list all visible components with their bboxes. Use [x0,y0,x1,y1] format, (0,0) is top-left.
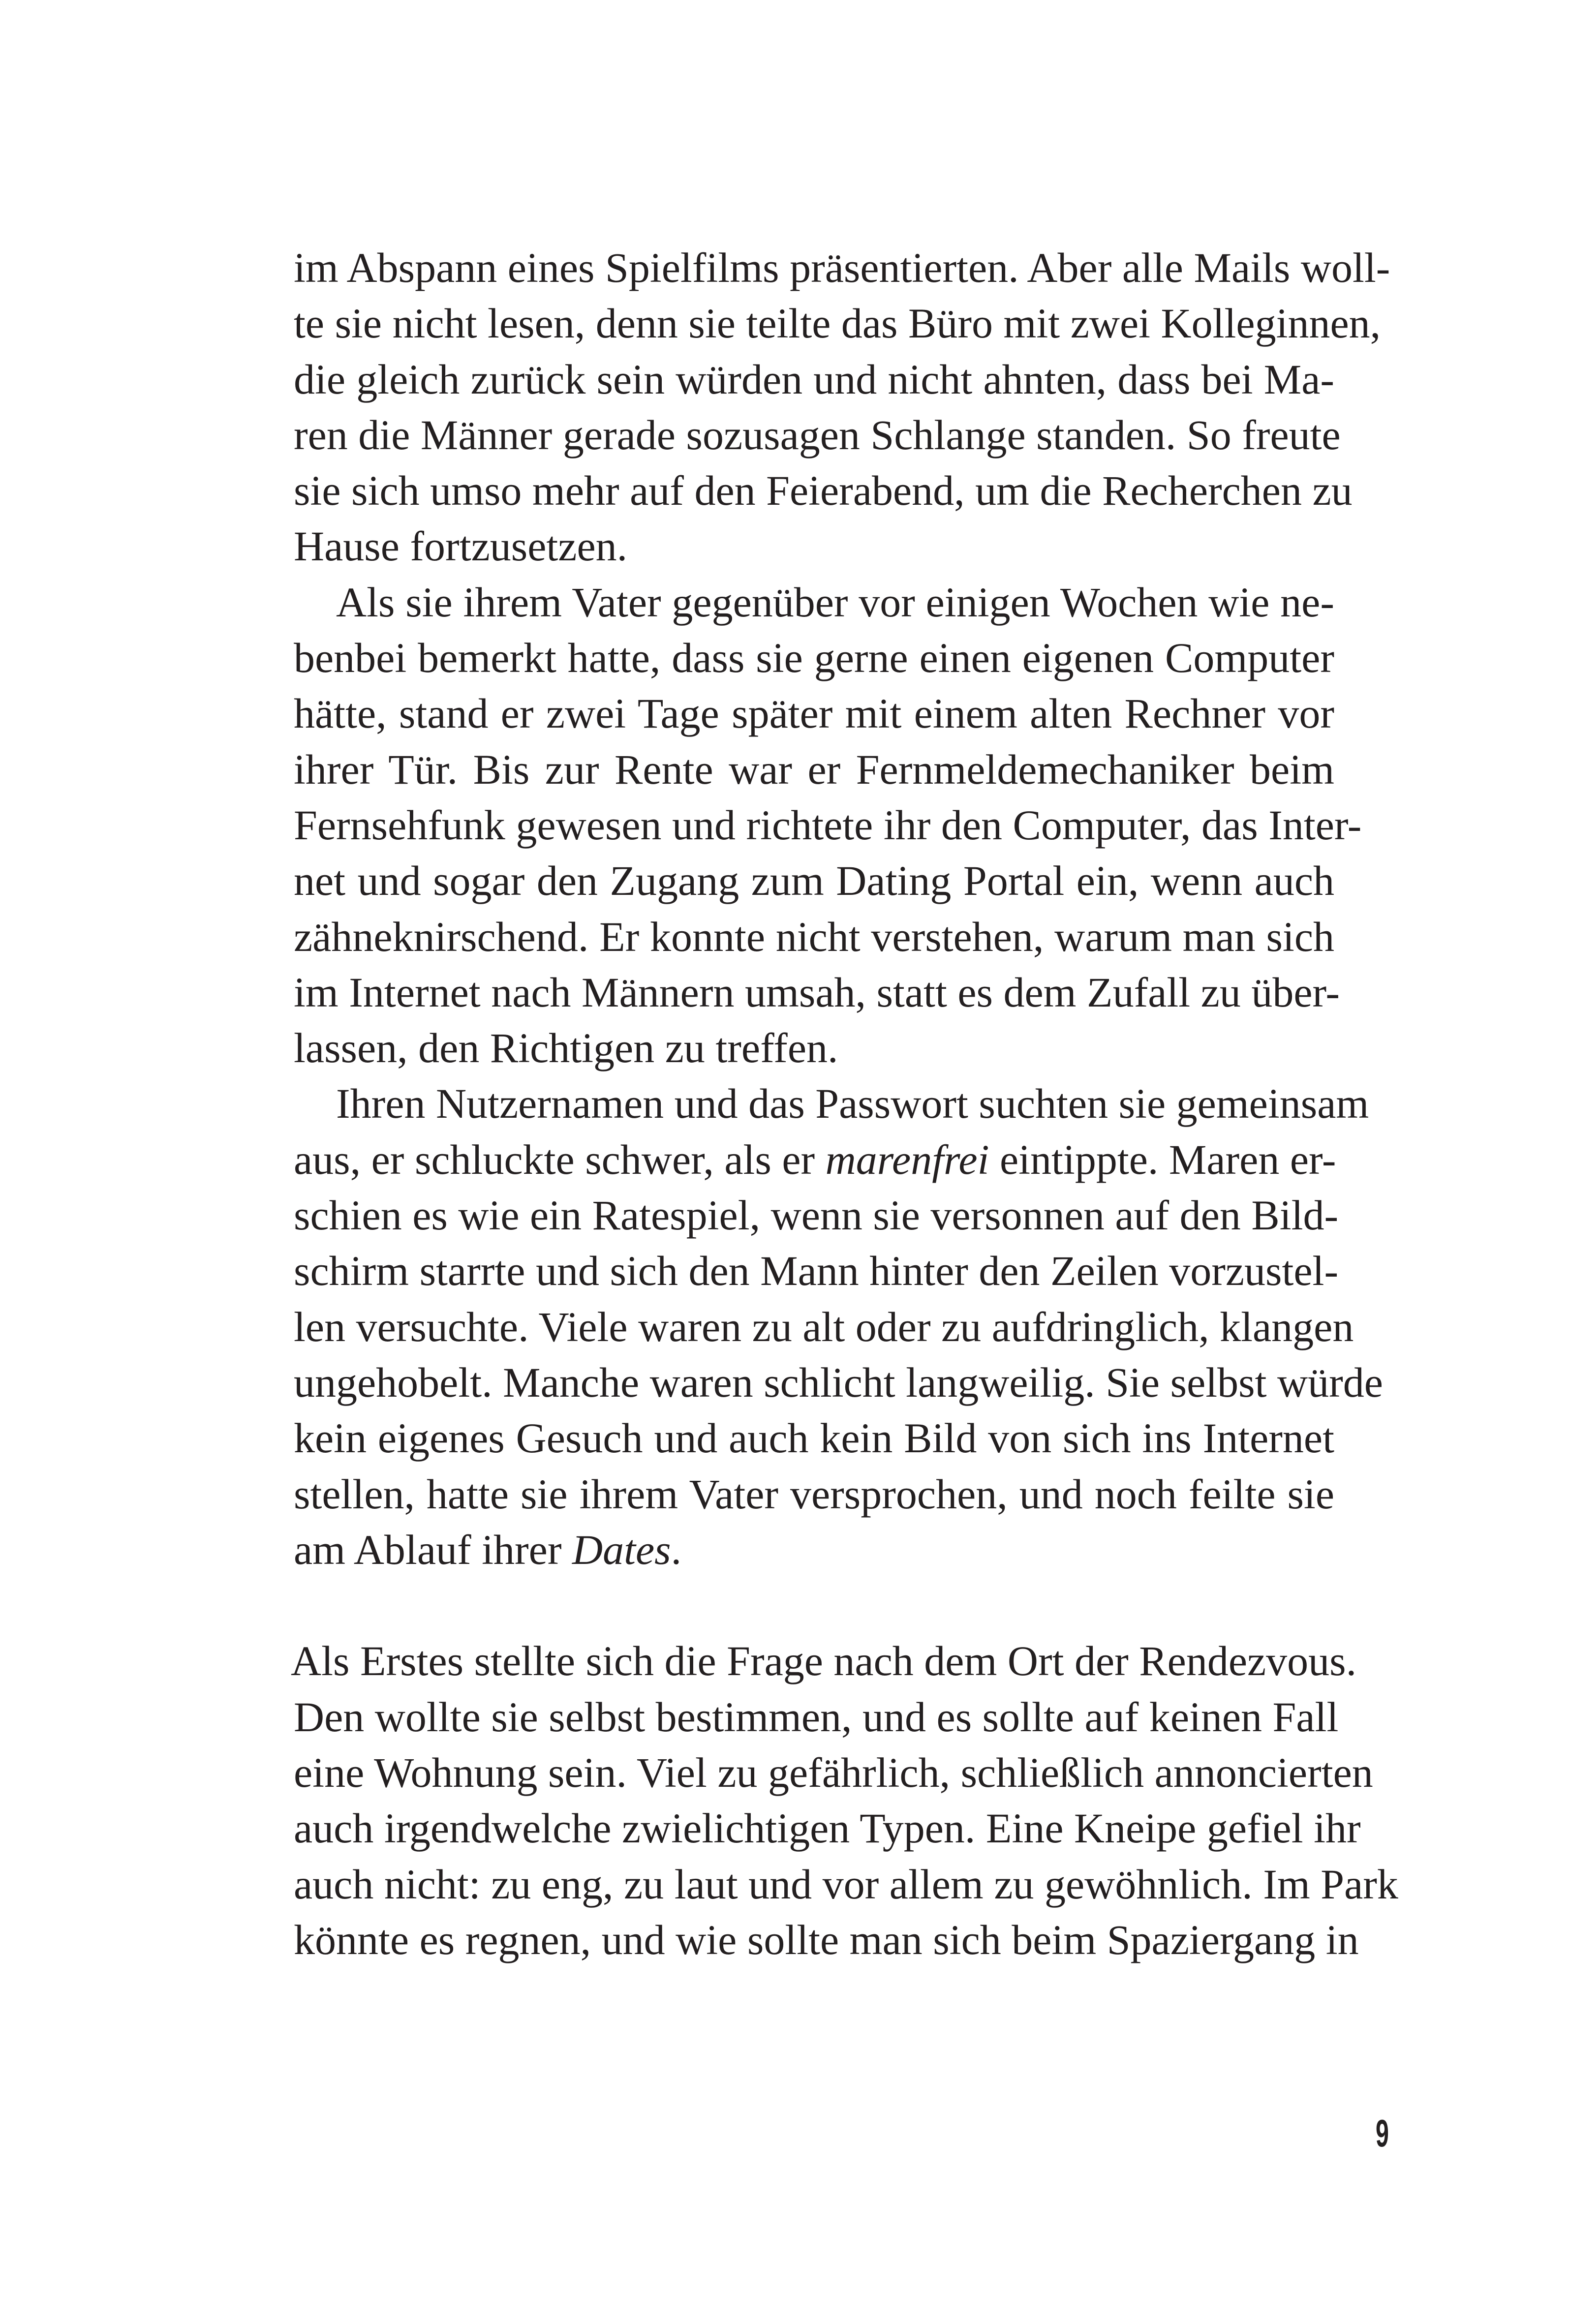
text-line: Als Erstes stellte sich die Frage nach dem Ort der Rendezvous. [291,1637,1357,1685]
text-segment: . [671,1526,682,1573]
username-italic: marenfrei [825,1135,989,1183]
text-line: schirm starrte und sich den Mann hinter den Zeilen vorzustel- [294,1247,1339,1295]
text-line: Fernsehfunk gewesen und richtete ihr den Computer, das Inter- [294,801,1362,849]
paragraph [294,240,1390,575]
text-line: auch nicht: zu eng, zu laut und vor allem zu gewöhnlich. Im Park [294,1860,1398,1908]
text-segment: aus, er schluckte schwer, als er [294,1135,826,1183]
text-line: stellen, hatte sie ihrem Vater versprochen, und noch feilte sie [294,1470,1334,1518]
text-line: ren die Männer gerade sozusagen Schlange standen. So freute [294,411,1341,459]
text-segment: eintippte. Maren er- [989,1135,1336,1183]
text-line: Den wollte sie selbst bestimmen, und es sollte auf keinen Fall [294,1693,1339,1741]
text-line: lassen, den Richtigen zu treffen. [294,1024,838,1072]
paragraph [294,575,1362,1076]
text-line: Als sie ihrem Vater gegenüber vor einigen Wochen wie ne- [336,578,1334,626]
text-line: im Internet nach Männern umsah, statt es dem Zufall zu über- [294,968,1340,1016]
text-line: ungehobelt. Manche waren schlicht langweilig. Sie selbst würde [294,1358,1383,1406]
text-line: im Abspann eines Spielfilms präsentierten. Aber alle Mails woll- [294,244,1390,291]
text-line: te sie nicht lesen, denn sie teilte das Büro mit zwei Kolleginnen, [294,300,1381,347]
text-line: schien es wie ein Ratespiel, wenn sie versonnen auf den Bild- [294,1192,1339,1239]
text-line: die gleich zurück sein würden und nicht ahnten, dass bei Ma- [294,355,1334,403]
text-line: auch irgendwelche zwielichtigen Typen. Eine Kneipe gefiel ihr [294,1804,1361,1852]
text-line: benbei bemerkt hatte, dass sie gerne einen eigenen Computer [294,634,1334,682]
text-line: net und sogar den Zugang zum Dating Portal ein, wenn auch [294,857,1334,905]
text-line [294,1522,1334,1578]
page-number: 9 [1376,2111,1389,2155]
dates-italic: Dates [572,1526,671,1573]
text-line: zähneknirschend. Er konnte nicht verstehen, warum man sich [294,913,1334,960]
text-line: könnte es regnen, und wie sollte man sich beim Spaziergang in [294,1916,1359,1963]
text-line: kein eigenes Gesuch und auch kein Bild von sich ins Internet [294,1414,1334,1462]
paragraph [294,1076,1383,1578]
body-text [291,240,1398,1968]
paragraph [291,1633,1398,1968]
section-break [294,1578,1334,1633]
text-line: ihrer Tür. Bis zur Rente war er Fernmeldemechaniker beim [294,745,1334,793]
text-line [294,1132,1334,1188]
text-line: Hause fortzusetzen. [294,522,628,570]
text-line: sie sich umso mehr auf den Feierabend, um die Recherchen zu [294,467,1353,515]
text-line: Ihren Nutzernamen und das Passwort suchten sie gemeinsam [336,1080,1369,1128]
text-line: hätte, stand er zwei Tage später mit einem alten Rechner vor [294,690,1334,737]
text-line: len versuchte. Viele waren zu alt oder zu aufdringlich, klangen [294,1303,1354,1350]
text-line: eine Wohnung sein. Viel zu gefährlich, schließlich annoncierten [294,1749,1373,1797]
text-segment: am Ablauf ihrer [294,1526,572,1573]
